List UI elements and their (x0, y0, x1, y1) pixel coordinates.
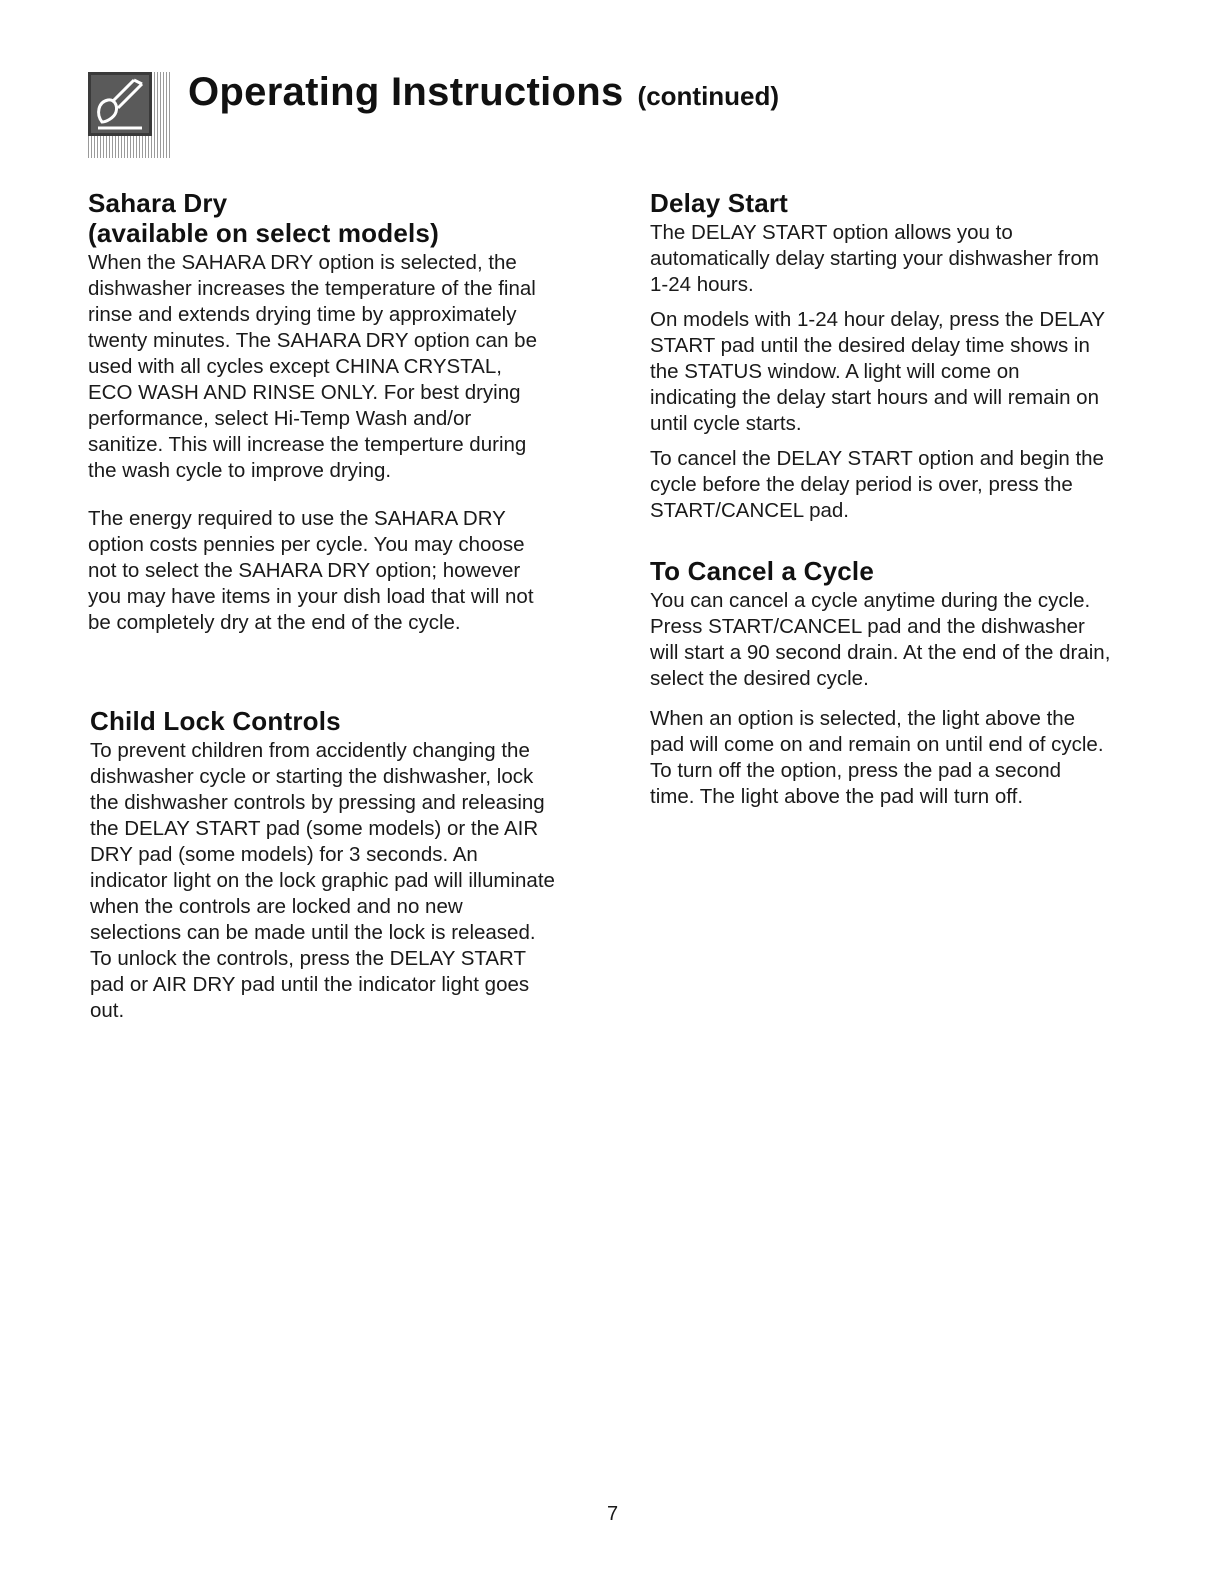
text-line: dishwasher increases the temperature of the final (88, 277, 536, 300)
text-line: will start a 90 second drain. At the end of the drain, (650, 641, 1111, 664)
text-line: cycle before the delay period is over, press the (650, 473, 1073, 496)
text-line: select the desired cycle. (650, 667, 869, 690)
page-header (88, 70, 780, 158)
text-line: pad will come on and remain on until end of cycle. (650, 733, 1104, 756)
section-cancel-cycle (650, 556, 1150, 810)
page-title-group (188, 70, 779, 115)
text-line: To prevent children from accidently changing the (90, 739, 530, 762)
section-delay-start (650, 188, 1150, 524)
text-line: You can cancel a cycle anytime during the cycle. (650, 589, 1091, 612)
text-line: rinse and extends drying time by approximately (88, 303, 517, 326)
text-line: START pad until the desired delay time shows in (650, 334, 1090, 357)
section-child-lock (90, 706, 590, 1024)
text-line: The energy required to use the SAHARA DRY (88, 507, 506, 530)
text-line: you may have items in your dish load that will not (88, 585, 534, 608)
section-body (650, 588, 1150, 810)
text-line: the DELAY START pad (some models) or the AIR (90, 817, 539, 840)
text-line: twenty minutes. The SAHARA DRY option can be (88, 329, 537, 352)
text-line: be completely dry at the end of the cycle. (88, 611, 461, 634)
section-body (650, 220, 1150, 524)
text-line: DRY pad (some models) for 3 seconds. An (90, 843, 478, 866)
text-line: sanitize. This will increase the temperture during (88, 433, 527, 456)
text-line: When the SAHARA DRY option is selected, the (88, 251, 517, 274)
section-heading: Sahara Dry (88, 188, 228, 218)
text-line: automatically delay starting your dishwasher from (650, 247, 1099, 270)
text-line: indicator light on the lock graphic pad will illuminate (90, 869, 555, 892)
text-line: When an option is selected, the light above the (650, 707, 1076, 730)
text-line: ECO WASH AND RINSE ONLY. For best drying (88, 381, 521, 404)
text-line: pad or AIR DRY pad until the indicator light goes (90, 973, 530, 996)
section-heading: Delay Start (650, 188, 789, 218)
section-body (90, 738, 590, 1024)
text-line: the dishwasher controls by pressing and releasing (90, 791, 545, 814)
text-line: selections can be made until the lock is released. (90, 921, 536, 944)
text-line: START/CANCEL pad. (650, 499, 849, 522)
text-line: To cancel the DELAY START option and begin the (650, 447, 1104, 470)
text-line: until cycle starts. (650, 412, 802, 435)
text-line: To unlock the controls, press the DELAY START (90, 947, 527, 970)
text-line: indicating the delay start hours and will remain on (650, 386, 1099, 409)
text-line: performance, select Hi-Temp Wash and/or (88, 407, 472, 430)
text-line: Press START/CANCEL pad and the dishwasher (650, 615, 1085, 638)
text-line: the wash cycle to improve drying. (88, 459, 392, 482)
page-number: 7 (606, 1503, 619, 1525)
text-line: The DELAY START option allows you to (650, 221, 1013, 244)
section-body (88, 250, 588, 636)
page-title: Operating Instructions (188, 70, 624, 114)
text-line: option costs pennies per cycle. You may choose (88, 533, 525, 556)
dishwasher-hand-icon (88, 72, 172, 158)
text-line: To turn off the option, press the pad a second (650, 759, 1062, 782)
text-line: 1-24 hours. (650, 273, 754, 296)
text-line: out. (90, 999, 125, 1022)
page-title-suffix: (continued) (637, 81, 780, 111)
section-sahara-dry (88, 188, 588, 636)
text-line: when the controls are locked and no new (90, 895, 463, 918)
text-line: dishwasher cycle or starting the dishwasher, lock (90, 765, 534, 788)
section-heading: Child Lock Controls (90, 706, 341, 736)
text-line: On models with 1-24 hour delay, press the DELAY (650, 308, 1106, 331)
text-line: time. The light above the pad will turn off. (650, 785, 1024, 808)
text-line: used with all cycles except CHINA CRYSTAL, (88, 355, 502, 378)
section-subheading: (available on select models) (88, 218, 439, 248)
text-line: the STATUS window. A light will come on (650, 360, 1020, 383)
text-line: not to select the SAHARA DRY option; however (88, 559, 521, 582)
section-heading: To Cancel a Cycle (650, 556, 875, 586)
